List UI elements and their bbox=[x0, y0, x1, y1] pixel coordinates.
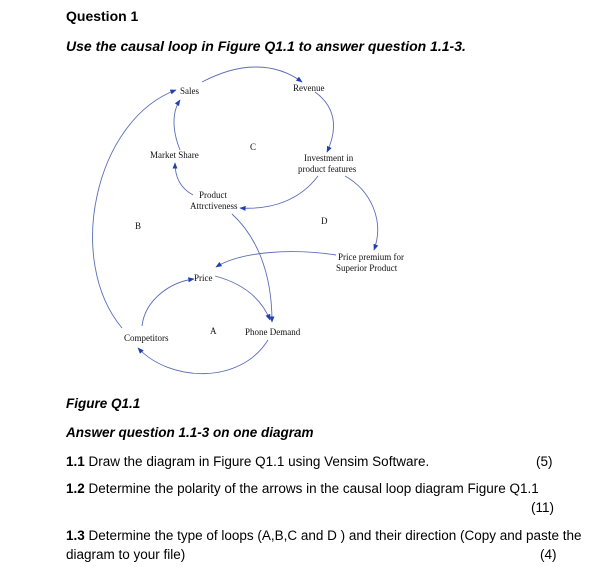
var-investment-line1: Investment in bbox=[304, 153, 354, 163]
var-investment-line2: product features bbox=[298, 164, 357, 174]
question-marks: (11) bbox=[531, 500, 555, 515]
link-competitors-price bbox=[142, 279, 194, 326]
var-price: Price bbox=[194, 273, 213, 283]
question-title: Question 1 bbox=[66, 8, 139, 24]
link-price-phonedemand bbox=[215, 276, 270, 320]
link-marketshare-sales bbox=[174, 100, 180, 150]
link-sales-revenue bbox=[202, 67, 302, 82]
var-price-premium-line2: Superior Product bbox=[336, 263, 398, 273]
question-text: Draw the diagram in Figure Q1.1 using Vensim Software. bbox=[88, 454, 430, 469]
var-price-premium-line1: Price premium for bbox=[338, 252, 404, 262]
question-1-1 bbox=[66, 454, 429, 469]
var-product-line1: Product bbox=[199, 190, 227, 200]
var-sales: Sales bbox=[180, 86, 199, 96]
question-1-3-continued: diagram to your file) bbox=[66, 547, 186, 562]
var-competitors: Competitors bbox=[124, 333, 169, 343]
question-text: Determine the type of loops (A,B,C and D ) and their direction (Copy and paste the bbox=[88, 528, 582, 543]
instruction: Use the causal loop in Figure Q1.1 to answer question 1.1-3. bbox=[66, 38, 466, 54]
loop-label-d: D bbox=[321, 216, 328, 226]
loop-label-a: A bbox=[210, 326, 217, 336]
question-marks: (4) bbox=[540, 547, 557, 562]
link-pricepremium-price bbox=[216, 252, 336, 267]
var-phone-demand: Phone Demand bbox=[245, 327, 301, 337]
question-1-3 bbox=[66, 528, 582, 543]
question-text: Determine the polarity of the arrows in the causal loop diagram Figure Q1.1 bbox=[88, 481, 539, 496]
question-number: 1.1 bbox=[66, 454, 85, 469]
question-number: 1.2 bbox=[66, 481, 85, 496]
answer-note: Answer question 1.1-3 on one diagram bbox=[66, 425, 314, 440]
var-revenue: Revenue bbox=[293, 83, 325, 93]
link-investment-pricepremium bbox=[345, 176, 378, 250]
loop-label-b: B bbox=[135, 221, 142, 231]
link-phonedemand-competitors bbox=[138, 340, 268, 374]
var-product-line2: Attrctiveness bbox=[190, 201, 238, 211]
question-1-2 bbox=[66, 481, 539, 496]
link-investment-product bbox=[240, 176, 318, 208]
link-revenue-investment bbox=[315, 92, 334, 152]
figure-caption: Figure Q1.1 bbox=[66, 396, 141, 411]
link-competitors-sales bbox=[93, 90, 176, 328]
link-product-marketshare bbox=[175, 163, 193, 195]
question-marks: (5) bbox=[536, 454, 553, 469]
loop-label-c: C bbox=[250, 142, 257, 152]
link-product-phonedemand bbox=[232, 214, 272, 322]
var-market-share: Market Share bbox=[150, 150, 199, 160]
question-number: 1.3 bbox=[66, 528, 85, 543]
